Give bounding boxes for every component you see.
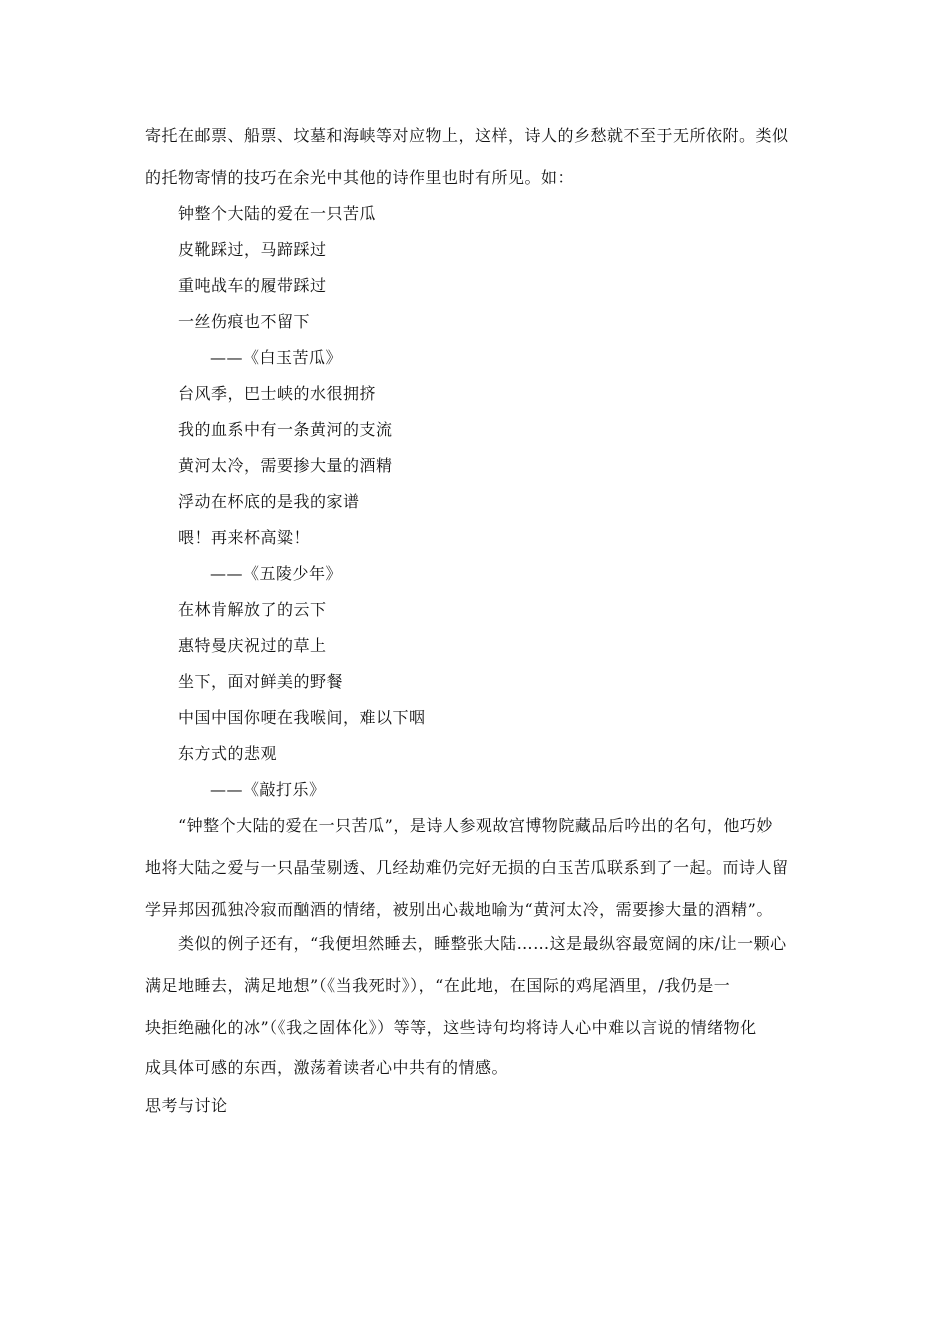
- poem-source: ——《敲打乐》: [210, 780, 326, 799]
- body-paragraph-line: 类似的例子还有，“我便坦然睡去，睡整张大陆……这是最纵容最宽阔的床/让一颗心: [178, 934, 787, 953]
- poem-line: 惠特曼庆祝过的草上: [178, 636, 327, 655]
- poem-line: 浮动在杯底的是我的家谱: [178, 492, 360, 511]
- poem-line: 我的血系中有一条黄河的支流: [178, 420, 393, 439]
- body-paragraph-line: 块拒绝融化的冰”（《我之固体化》）等等，这些诗句均将诗人心中难以言说的情绪物化: [145, 1018, 757, 1037]
- intro-line: 的托物寄情的技巧在余光中其他的诗作里也时有所见。如：: [145, 168, 575, 187]
- body-paragraph-line: 地将大陆之爱与一只晶莹剔透、几经劫难仍完好无损的白玉苦瓜联系到了一起。而诗人留: [145, 858, 789, 877]
- poem-line: 一丝伤痕也不留下: [178, 312, 311, 331]
- poem-line: 重吨战车的履带踩过: [178, 276, 327, 295]
- poem-line: 黄河太冷，需要掺大量的酒精: [178, 456, 393, 475]
- body-paragraph-line: 满足地睡去，满足地想”（《当我死时》），“在此地，在国际的鸡尾酒里，/我仍是一: [145, 976, 731, 995]
- poem-line: 东方式的悲观: [178, 744, 278, 763]
- poem-line: 坐下，面对鲜美的野餐: [178, 672, 344, 691]
- poem-line: 中国中国你哽在我喉间，难以下咽: [178, 708, 426, 727]
- poem-line: 台风季，巴士峡的水很拥挤: [178, 384, 377, 403]
- intro-line: 寄托在邮票、船票、坟墓和海峡等对应物上，这样，诗人的乡愁就不至于无所依附。类似: [145, 126, 789, 145]
- poem-line: 喂！再来杯高粱！: [178, 528, 311, 547]
- body-paragraph-line: 成具体可感的东西，激荡着读者心中共有的情感。: [145, 1058, 509, 1077]
- body-paragraph-line: “钟整个大陆的爱在一只苦瓜”，是诗人参观故宫博物院藏品后吟出的名句，他巧妙: [178, 816, 773, 835]
- poem-source: ——《白玉苦瓜》: [210, 348, 343, 367]
- poem-line: 皮靴踩过，马蹄踩过: [178, 240, 327, 259]
- poem-source: ——《五陵少年》: [210, 564, 343, 583]
- poem-line: 在林肯解放了的云下: [178, 600, 327, 619]
- poem-line: 钟整个大陆的爱在一只苦瓜: [178, 204, 377, 223]
- section-heading: 思考与讨论: [145, 1096, 228, 1115]
- body-paragraph-line: 学异邦因孤独冷寂而酗酒的情绪，被别出心裁地喻为“黄河太冷，需要掺大量的酒精”。: [145, 900, 773, 919]
